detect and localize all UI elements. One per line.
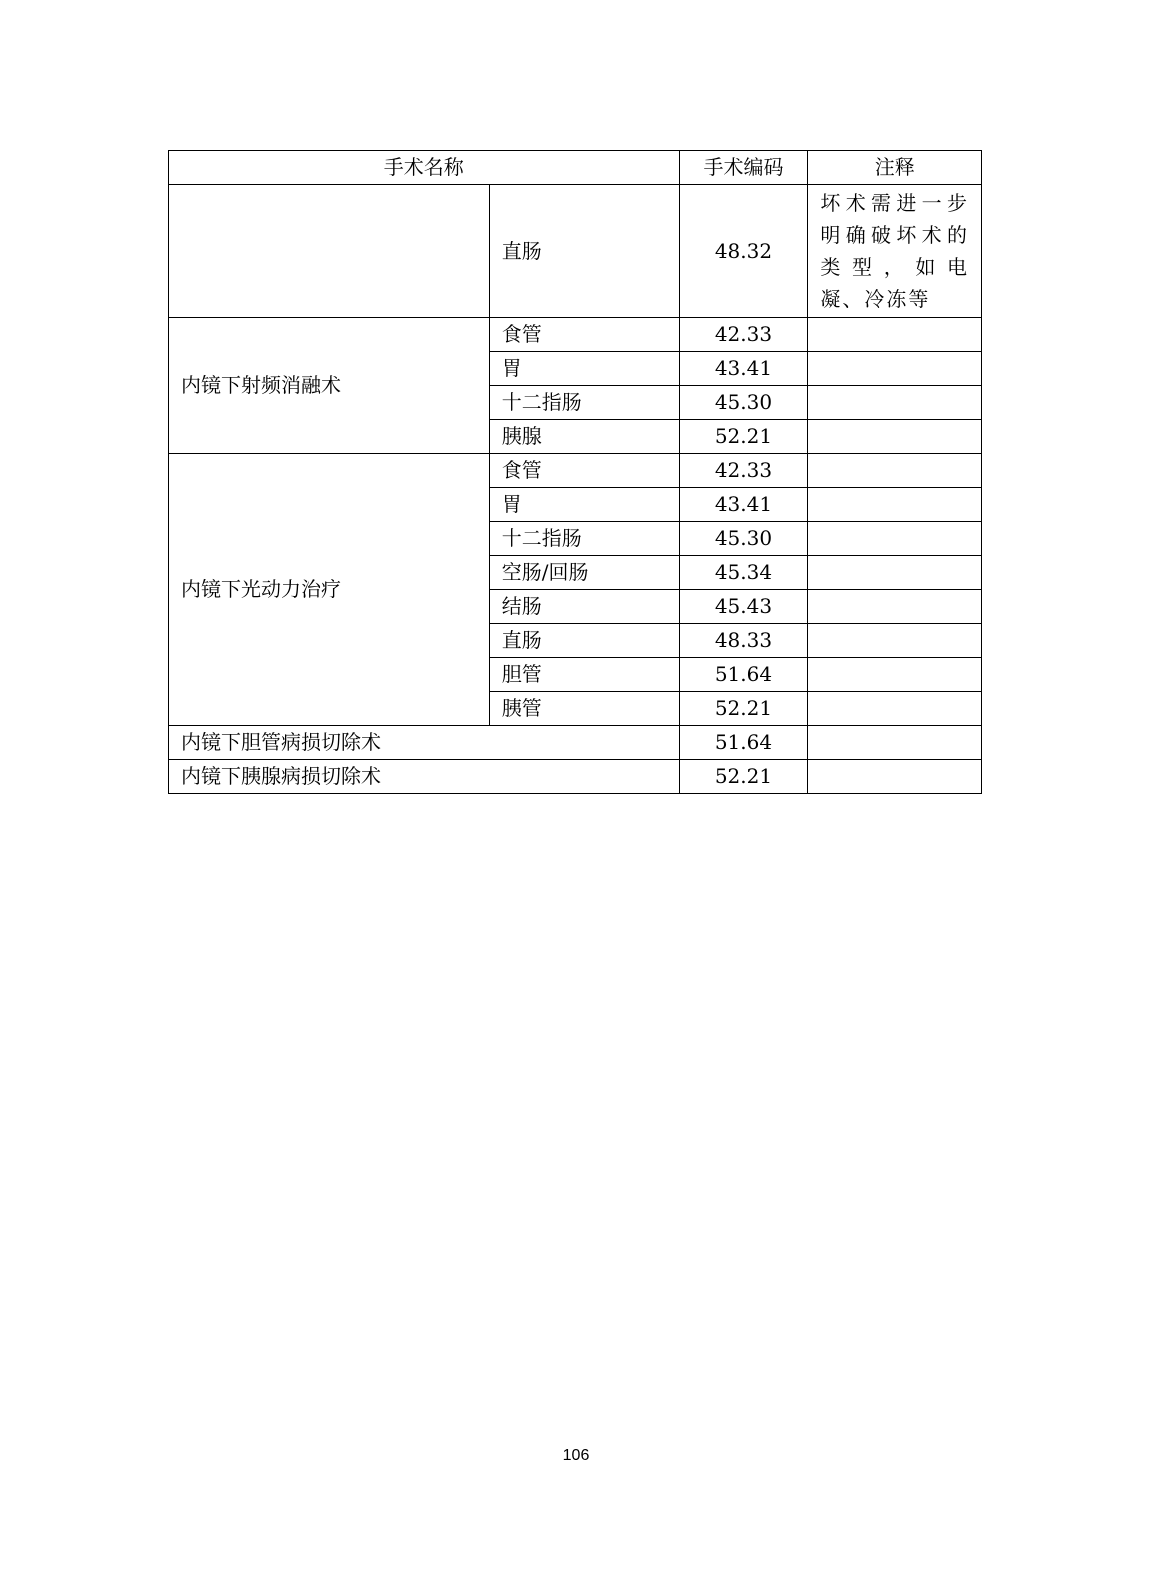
code-cell: 48.33 [679, 624, 808, 658]
procedure-name-cell: 内镜下光动力治疗 [169, 454, 490, 726]
code-cell: 43.41 [679, 352, 808, 386]
note-cell: 坏术需进一步明确破坏术的类型，如电凝、冷冻等 [808, 185, 982, 318]
note-cell [808, 760, 982, 794]
site-cell: 胆管 [489, 658, 679, 692]
table-row [169, 185, 982, 318]
code-cell: 52.21 [679, 760, 808, 794]
table-row [169, 760, 982, 794]
note-cell [808, 726, 982, 760]
code-cell: 42.33 [679, 318, 808, 352]
code-cell: 45.34 [679, 556, 808, 590]
code-cell: 48.32 [679, 185, 808, 318]
site-cell: 空肠/回肠 [489, 556, 679, 590]
note-cell [808, 420, 982, 454]
code-cell: 45.43 [679, 590, 808, 624]
site-cell: 直肠 [489, 185, 679, 318]
header-note: 注释 [808, 151, 982, 185]
note-cell [808, 386, 982, 420]
code-cell: 45.30 [679, 522, 808, 556]
code-cell: 51.64 [679, 726, 808, 760]
procedure-name-cell: 内镜下射频消融术 [169, 318, 490, 454]
note-cell [808, 318, 982, 352]
note-cell [808, 488, 982, 522]
note-cell [808, 590, 982, 624]
code-cell: 42.33 [679, 454, 808, 488]
code-cell: 52.21 [679, 420, 808, 454]
page-number: 106 [562, 1447, 590, 1464]
table-row [169, 454, 982, 488]
note-cell [808, 624, 982, 658]
site-cell: 胰管 [489, 692, 679, 726]
site-cell: 直肠 [489, 624, 679, 658]
note-cell [808, 522, 982, 556]
code-cell: 51.64 [679, 658, 808, 692]
site-cell: 食管 [489, 318, 679, 352]
code-cell: 52.21 [679, 692, 808, 726]
procedure-name-cell-empty [169, 185, 490, 318]
header-procedure-code: 手术编码 [679, 151, 808, 185]
site-cell: 胰腺 [489, 420, 679, 454]
note-cell [808, 454, 982, 488]
code-cell: 45.30 [679, 386, 808, 420]
surgery-code-table [168, 150, 982, 794]
procedure-name-cell: 内镜下胆管病损切除术 [169, 726, 680, 760]
note-cell [808, 352, 982, 386]
site-cell: 结肠 [489, 590, 679, 624]
site-cell: 食管 [489, 454, 679, 488]
site-cell: 胃 [489, 352, 679, 386]
procedure-name-cell: 内镜下胰腺病损切除术 [169, 760, 680, 794]
note-cell [808, 556, 982, 590]
site-cell: 十二指肠 [489, 522, 679, 556]
site-cell: 十二指肠 [489, 386, 679, 420]
header-procedure-name: 手术名称 [169, 151, 680, 185]
note-cell [808, 658, 982, 692]
note-cell [808, 692, 982, 726]
header-row [169, 151, 982, 185]
code-cell: 43.41 [679, 488, 808, 522]
table-row [169, 726, 982, 760]
site-cell: 胃 [489, 488, 679, 522]
table-row [169, 318, 982, 352]
